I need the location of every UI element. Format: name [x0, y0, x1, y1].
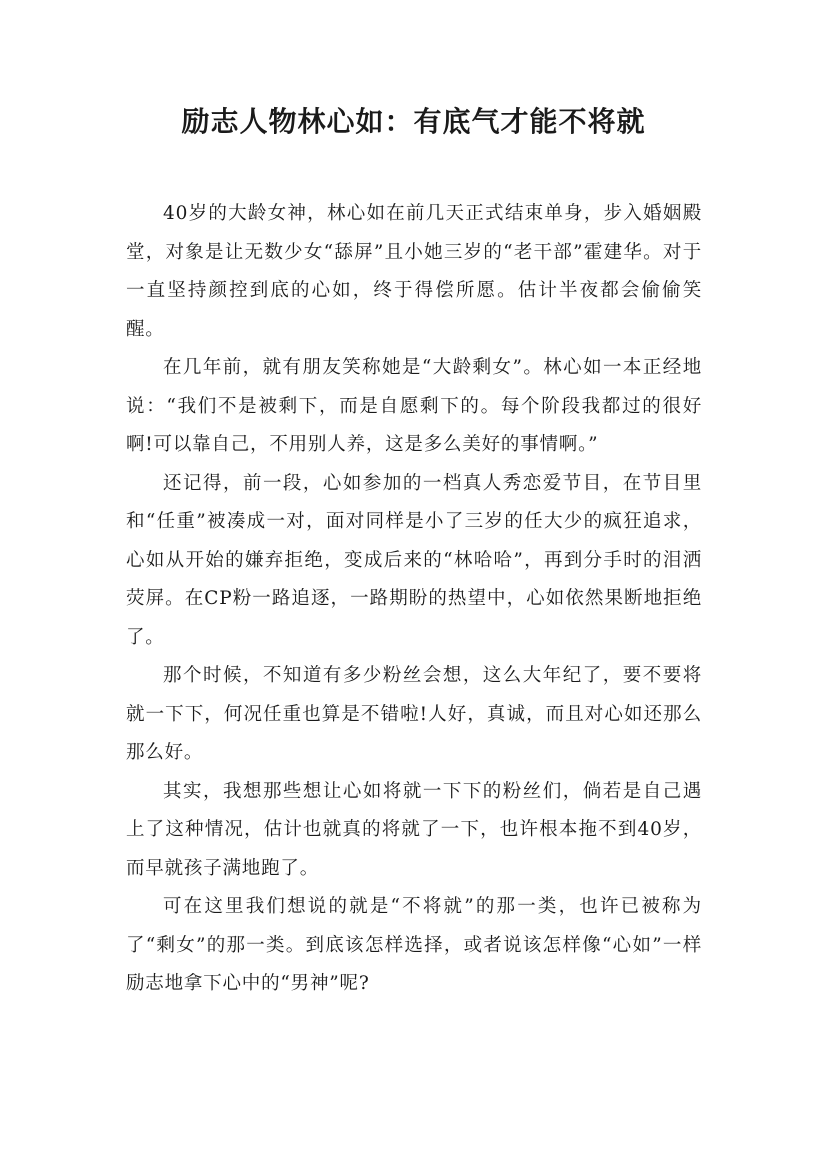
document-body: [126, 195, 702, 1004]
paragraph-5: 其实，我想那些想让心如将就一下下的粉丝们，倘若是自己遇上了这种情况，估计也就真的将就了一下，也许根本拖不到40岁，而早就孩子满地跑了。: [126, 780, 702, 879]
paragraph-6: 可在这里我们想说的就是“不将就”的那一类，也许已被称为了“剩女”的那一类。到底该怎样选择，或者说该怎样像“心如”一样励志地拿下心中的“男神”呢?: [126, 896, 702, 994]
paragraph-1: 40岁的大龄女神，林心如在前几天正式结束单身，步入婚姻殿堂，对象是让无数少女“舔屏”且小她三岁的“老干部”霍建华。对于一直坚持颜控到底的心如，终于得偿所愿。估计半夜都会偷偷笑醒。: [126, 203, 702, 340]
paragraph-4: 那个时候，不知道有多少粉丝会想，这么大年纪了，要不要将就一下下，何况任重也算是不错啦!人好，真诚，而且对心如还那么那么好。: [126, 665, 702, 763]
document-title: 励志人物林心如：有底气才能不将就: [181, 105, 646, 138]
paragraph-3: 还记得，前一段，心如参加的一档真人秀恋爱节目，在节目里和“任重”被凑成一对，面对同样是小了三岁的任大少的疯狂追求，心如从开始的嫌弃拒绝，变成后来的“林哈哈”，再到分手时的泪洒荧屏。在CP粉一路追逐，一路期盼的热望中，心如依然果断地拒绝了。: [126, 472, 702, 648]
paragraph-2: 在几年前，就有朋友笑称她是“大龄剩女”。林心如一本正经地说：“我们不是被剩下，而是自愿剩下的。每个阶段我都过的很好啊!可以靠自己，不用别人养，这是多么美好的事情啊。”: [126, 357, 702, 455]
